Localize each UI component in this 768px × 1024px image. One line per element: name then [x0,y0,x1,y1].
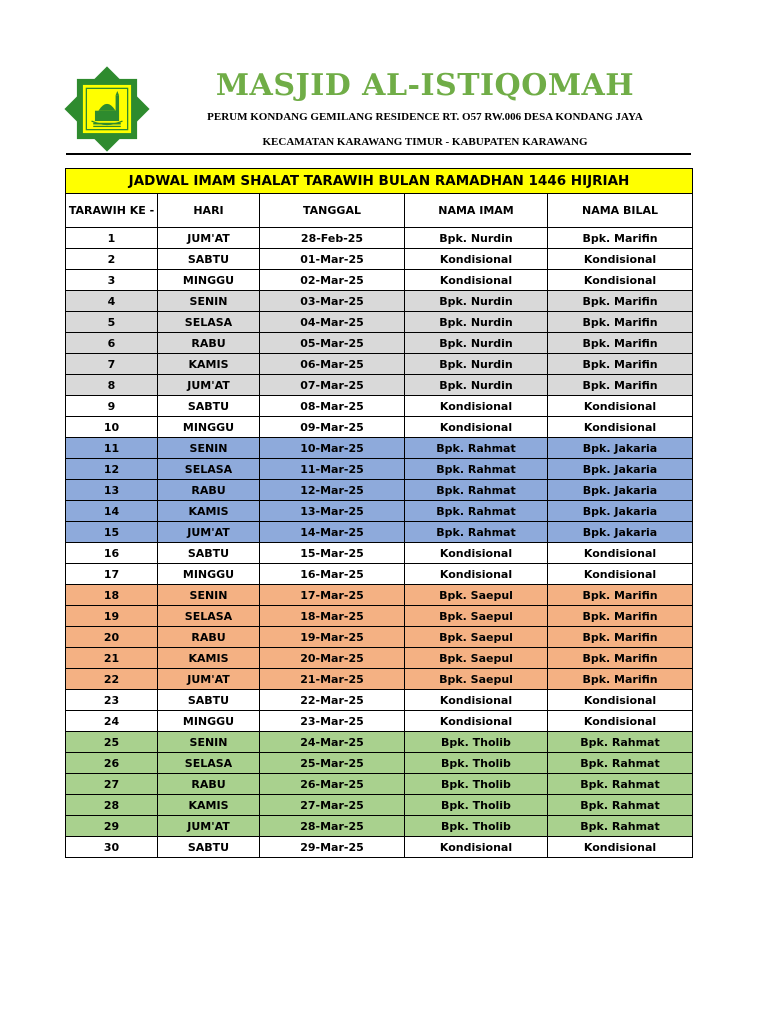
cell-hari: KAMIS [158,648,260,669]
table-row [66,711,693,732]
cell-nama-imam: Bpk. Saepul [405,648,548,669]
cell-hari: JUM'AT [158,816,260,837]
cell-tarawih-number: 3 [66,270,158,291]
cell-hari: KAMIS [158,795,260,816]
cell-tanggal: 24-Mar-25 [260,732,405,753]
cell-tanggal: 14-Mar-25 [260,522,405,543]
cell-hari: SABTU [158,249,260,270]
cell-hari: RABU [158,480,260,501]
table-row [66,690,693,711]
cell-hari: SENIN [158,438,260,459]
cell-tarawih-number: 9 [66,396,158,417]
cell-nama-bilal: Bpk. Rahmat [548,774,693,795]
cell-tanggal: 11-Mar-25 [260,459,405,480]
cell-tanggal: 10-Mar-25 [260,438,405,459]
cell-nama-imam: Bpk. Rahmat [405,438,548,459]
table-row [66,291,693,312]
cell-nama-imam: Bpk. Tholib [405,732,548,753]
cell-tanggal: 19-Mar-25 [260,627,405,648]
cell-nama-imam: Bpk. Tholib [405,795,548,816]
cell-nama-bilal: Bpk. Marifin [548,291,693,312]
cell-tanggal: 16-Mar-25 [260,564,405,585]
cell-nama-imam: Bpk. Nurdin [405,312,548,333]
schedule-table [65,168,693,858]
table-row [66,753,693,774]
table-row [66,249,693,270]
cell-tarawih-number: 8 [66,375,158,396]
cell-tarawih-number: 25 [66,732,158,753]
table-header-row [66,194,693,228]
header-divider [66,153,691,155]
cell-tanggal: 22-Mar-25 [260,690,405,711]
cell-tarawih-number: 12 [66,459,158,480]
cell-tanggal: 25-Mar-25 [260,753,405,774]
cell-nama-bilal: Bpk. Marifin [548,606,693,627]
cell-hari: SELASA [158,312,260,333]
cell-nama-bilal: Kondisional [548,564,693,585]
cell-tanggal: 03-Mar-25 [260,291,405,312]
cell-tanggal: 08-Mar-25 [260,396,405,417]
cell-nama-imam: Bpk. Saepul [405,606,548,627]
table-row [66,774,693,795]
cell-nama-imam: Kondisional [405,837,548,858]
cell-tarawih-number: 26 [66,753,158,774]
cell-nama-bilal: Kondisional [548,543,693,564]
cell-tanggal: 27-Mar-25 [260,795,405,816]
cell-tanggal: 02-Mar-25 [260,270,405,291]
table-row [66,501,693,522]
cell-tanggal: 06-Mar-25 [260,354,405,375]
cell-tarawih-number: 15 [66,522,158,543]
cell-tarawih-number: 2 [66,249,158,270]
cell-tarawih-number: 28 [66,795,158,816]
table-row [66,228,693,249]
cell-nama-imam: Bpk. Saepul [405,669,548,690]
cell-tarawih-number: 27 [66,774,158,795]
cell-nama-bilal: Bpk. Marifin [548,627,693,648]
cell-hari: RABU [158,774,260,795]
cell-tarawih-number: 14 [66,501,158,522]
cell-nama-imam: Bpk. Nurdin [405,228,548,249]
cell-nama-imam: Kondisional [405,249,548,270]
cell-nama-bilal: Bpk. Rahmat [548,732,693,753]
table-row [66,522,693,543]
cell-hari: MINGGU [158,417,260,438]
cell-tarawih-number: 11 [66,438,158,459]
cell-nama-imam: Kondisional [405,417,548,438]
table-row [66,417,693,438]
cell-nama-imam: Kondisional [405,543,548,564]
cell-nama-bilal: Kondisional [548,270,693,291]
cell-nama-bilal: Kondisional [548,711,693,732]
cell-nama-bilal: Bpk. Jakaria [548,438,693,459]
table-row [66,543,693,564]
cell-tarawih-number: 1 [66,228,158,249]
cell-tarawih-number: 29 [66,816,158,837]
cell-hari: SELASA [158,459,260,480]
cell-hari: SENIN [158,732,260,753]
cell-hari: JUM'AT [158,669,260,690]
cell-nama-imam: Kondisional [405,564,548,585]
cell-nama-imam: Kondisional [405,711,548,732]
table-row [66,270,693,291]
cell-nama-bilal: Bpk. Marifin [548,228,693,249]
cell-tarawih-number: 21 [66,648,158,669]
cell-hari: SABTU [158,837,260,858]
table-row [66,438,693,459]
cell-tanggal: 20-Mar-25 [260,648,405,669]
cell-tanggal: 18-Mar-25 [260,606,405,627]
cell-nama-bilal: Bpk. Jakaria [548,501,693,522]
cell-nama-bilal: Bpk. Rahmat [548,753,693,774]
cell-nama-bilal: Bpk. Marifin [548,648,693,669]
page-title: MASJID AL-ISTIQOMAH [215,68,635,103]
cell-nama-bilal: Bpk. Marifin [548,312,693,333]
table-body [66,228,693,858]
cell-nama-bilal: Kondisional [548,690,693,711]
cell-hari: SABTU [158,543,260,564]
cell-nama-bilal: Kondisional [548,249,693,270]
table-row [66,333,693,354]
column-header-nama-bilal: NAMA BILAL [548,194,693,228]
cell-hari: KAMIS [158,354,260,375]
cell-tarawih-number: 19 [66,606,158,627]
cell-tarawih-number: 16 [66,543,158,564]
address-line-2: KECAMATAN KARAWANG TIMUR - KABUPATEN KARAWANG [262,136,588,148]
cell-nama-bilal: Bpk. Marifin [548,375,693,396]
cell-hari: MINGGU [158,270,260,291]
cell-hari: MINGGU [158,564,260,585]
cell-tanggal: 13-Mar-25 [260,501,405,522]
table-row [66,375,693,396]
column-header-tanggal: TANGGAL [260,194,405,228]
cell-tarawih-number: 10 [66,417,158,438]
cell-nama-bilal: Kondisional [548,396,693,417]
cell-hari: KAMIS [158,501,260,522]
table-title: JADWAL IMAM SHALAT TARAWIH BULAN RAMADHAN 1446 HIJRIAH [66,169,693,194]
table-row [66,669,693,690]
cell-nama-imam: Bpk. Saepul [405,585,548,606]
cell-nama-imam: Bpk. Tholib [405,774,548,795]
cell-tanggal: 28-Feb-25 [260,228,405,249]
cell-nama-imam: Bpk. Rahmat [405,459,548,480]
table-row [66,795,693,816]
cell-tarawih-number: 23 [66,690,158,711]
table-row [66,396,693,417]
cell-tarawih-number: 4 [66,291,158,312]
table-row [66,354,693,375]
mosque-star-logo-icon [64,66,150,152]
cell-tarawih-number: 13 [66,480,158,501]
cell-nama-bilal: Bpk. Jakaria [548,522,693,543]
cell-hari: SELASA [158,606,260,627]
cell-nama-imam: Bpk. Rahmat [405,501,548,522]
cell-tanggal: 26-Mar-25 [260,774,405,795]
cell-nama-bilal: Bpk. Marifin [548,585,693,606]
cell-tarawih-number: 7 [66,354,158,375]
cell-nama-bilal: Bpk. Jakaria [548,459,693,480]
table-row [66,627,693,648]
cell-nama-imam: Bpk. Nurdin [405,333,548,354]
table-row [66,564,693,585]
cell-tarawih-number: 18 [66,585,158,606]
cell-hari: MINGGU [158,711,260,732]
cell-nama-bilal: Bpk. Marifin [548,333,693,354]
cell-hari: JUM'AT [158,522,260,543]
cell-hari: SABTU [158,396,260,417]
cell-hari: RABU [158,627,260,648]
cell-hari: SELASA [158,753,260,774]
cell-tarawih-number: 6 [66,333,158,354]
cell-nama-imam: Bpk. Saepul [405,627,548,648]
cell-hari: JUM'AT [158,375,260,396]
cell-tarawih-number: 20 [66,627,158,648]
cell-nama-imam: Bpk. Nurdin [405,354,548,375]
address-line-1: PERUM KONDANG GEMILANG RESIDENCE RT. O57 RW.006 DESA KONDANG JAYA [207,111,643,123]
table-row [66,480,693,501]
cell-nama-imam: Bpk. Nurdin [405,291,548,312]
cell-hari: SABTU [158,690,260,711]
cell-hari: JUM'AT [158,228,260,249]
cell-nama-imam: Bpk. Tholib [405,753,548,774]
cell-nama-imam: Kondisional [405,690,548,711]
cell-tarawih-number: 24 [66,711,158,732]
cell-nama-bilal: Bpk. Rahmat [548,795,693,816]
cell-nama-bilal: Bpk. Jakaria [548,480,693,501]
table-row [66,606,693,627]
cell-tanggal: 21-Mar-25 [260,669,405,690]
cell-nama-imam: Bpk. Nurdin [405,375,548,396]
cell-tarawih-number: 5 [66,312,158,333]
table-row [66,648,693,669]
cell-tanggal: 01-Mar-25 [260,249,405,270]
cell-tanggal: 05-Mar-25 [260,333,405,354]
cell-tarawih-number: 22 [66,669,158,690]
cell-nama-bilal: Kondisional [548,417,693,438]
cell-tanggal: 12-Mar-25 [260,480,405,501]
cell-tanggal: 23-Mar-25 [260,711,405,732]
cell-nama-bilal: Kondisional [548,837,693,858]
cell-nama-imam: Kondisional [405,396,548,417]
cell-nama-imam: Bpk. Tholib [405,816,548,837]
cell-tanggal: 07-Mar-25 [260,375,405,396]
column-header-nama-imam: NAMA IMAM [405,194,548,228]
cell-tanggal: 29-Mar-25 [260,837,405,858]
cell-hari: SENIN [158,585,260,606]
cell-tanggal: 09-Mar-25 [260,417,405,438]
cell-nama-imam: Bpk. Rahmat [405,480,548,501]
column-header-tarawih: TARAWIH KE - [66,194,158,228]
cell-tarawih-number: 17 [66,564,158,585]
table-row [66,585,693,606]
table-row [66,732,693,753]
cell-nama-bilal: Bpk. Rahmat [548,816,693,837]
cell-nama-imam: Kondisional [405,270,548,291]
cell-nama-bilal: Bpk. Marifin [548,354,693,375]
cell-hari: RABU [158,333,260,354]
cell-tarawih-number: 30 [66,837,158,858]
cell-nama-imam: Bpk. Rahmat [405,522,548,543]
column-header-hari: HARI [158,194,260,228]
table-title-row [66,169,693,194]
cell-tanggal: 17-Mar-25 [260,585,405,606]
cell-tanggal: 04-Mar-25 [260,312,405,333]
table-row [66,459,693,480]
table-row [66,816,693,837]
cell-hari: SENIN [158,291,260,312]
table-row [66,312,693,333]
cell-nama-bilal: Bpk. Marifin [548,669,693,690]
cell-tanggal: 15-Mar-25 [260,543,405,564]
table-row [66,837,693,858]
cell-tanggal: 28-Mar-25 [260,816,405,837]
